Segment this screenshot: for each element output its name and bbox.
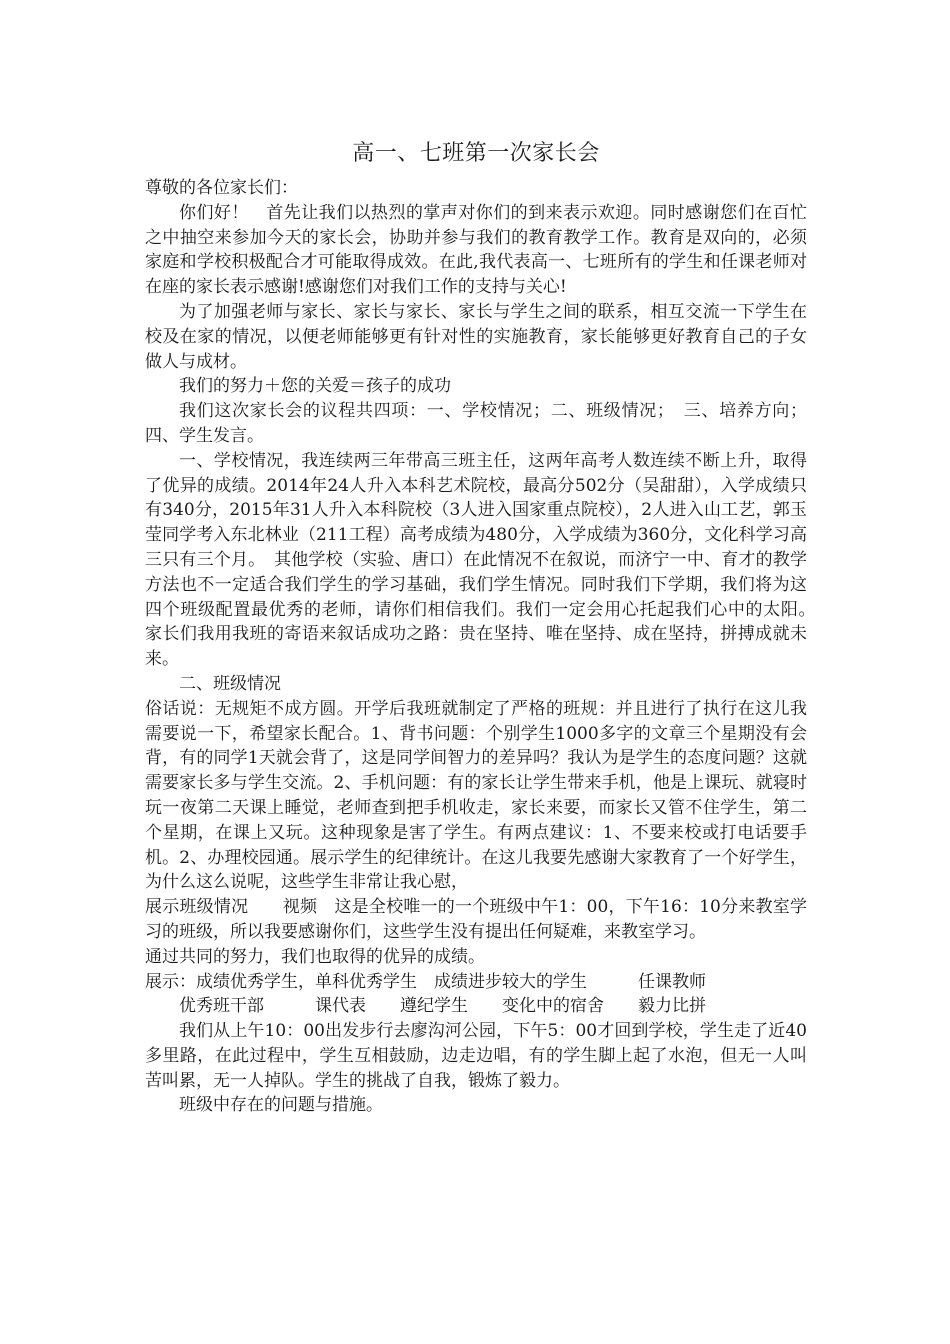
paragraph-show-list-2: 优秀班干部 课代表 遵纪学生 变化中的宿舍 毅力比拼: [179, 996, 706, 1017]
heading-class-situation: 二、班级情况: [179, 673, 281, 694]
paragraph-show-class: 展示班级情况 视频 这是全校唯一的一个班级中午1：00，下午16：10分来教室学习的班级，所以我要感谢你们，这些学生没有提出任何疑难，来教室学习。: [145, 897, 807, 942]
paragraph-hike: 我们从上午10：00出发步行去廖沟河公园，下午5：00才回到学校，学生走了近40多里路，在此过程中，学生互相鼓励，边走边唱，有的学生脚上起了水泡，但无一人叫苦叫累，无一人掉队。学生的挑战了自我，锻炼了毅力。: [145, 1021, 807, 1091]
document-title: 高一、七班第一次家长会: [352, 141, 600, 166]
paragraph-show-list-1: 展示：成绩优秀学生，单科优秀学生 成绩进步较大的学生 任课教师: [145, 971, 706, 992]
salutation: 尊敬的各位家长们：: [145, 178, 298, 198]
document-body: [145, 137, 824, 1118]
paragraph-school-situation: 一、学校情况，我连续两三年带高三班主任，这两年高考人数连续不断上升，取得了优异的成绩。2014年24人升入本科艺术院校，最高分502分（吴甜甜），入学成绩只有340分，2015年31人升入本科院校（3人进入国家重点院校），2人进入山工艺，郭玉莹同学考入东北林业（211工程）高考成绩为480分，入学成绩为360分，文化科学习高三只有三个月。 其他学校（实验、唐口）在此情况不在叙说，而济宁一中、育才的教学方法也不一定适合我们学生的学习基础，我们学生情况。同时我们下学期，我们将为这四个班级配置最优秀的老师，请你们相信我们。我们一定会用心托起我们心中的太阳。 家长们我用我班的寄语来叙话成功之路：贵在坚持、唯在坚持、成在坚持，拼搏成就未来。: [145, 450, 824, 670]
paragraph-problems: 班级中存在的问题与措施。: [179, 1095, 383, 1116]
paragraph-slogan: 我们的努力＋您的关爱＝孩子的成功: [179, 376, 451, 397]
paragraph-purpose: 为了加强老师与家长、家长与家长、家长与学生之间的联系，相互交流一下学生在校及在家的情况，以便老师能够更有针对性的实施教育，家长能够更好教育自己的子女做人与成材。: [145, 301, 807, 372]
paragraph-results: 通过共同的努力，我们也取得的优异的成绩。: [145, 946, 485, 967]
paragraph-welcome: 你们好！ 首先让我们以热烈的掌声对你们的到来表示欢迎。同时感谢您们在百忙之中抽空来参加今天的家长会，协助并参与我们的教育教学工作。教育是双向的，必须家庭和学校积极配合才可能取得成效。在此,我代表高一、七班所有的学生和任课老师对在座的家长表示感谢!感谢您们对我们工作的支持与关心!: [145, 202, 807, 298]
paragraph-class-rules: 俗话说：无规矩不成方圆。开学后我班就制定了严格的班规：并且进行了执行在这儿我需要说一下，希望家长配合。1、背书问题：个别学生1000多字的文章三个星期没有会背，有的同学1天就会背了，这是同学间智力的差异吗？我认为是学生的态度问题？这就需要家长多与学生交流。2、手机问题：有的家长让学生带来手机，他是上课玩、就寝时玩一夜第二天课上睡觉，老师查到把手机收走，家长来要，而家长又管不住学生，第二个星期，在课上又玩。这种现象是害了学生。有两点建议：1、不要来校或打电话要手机。2、办理校园通。展示学生的纪律统计。在这儿我要先感谢大家教育了一个好学生，为什么这么说呢，这些学生非常让我心慰，: [145, 698, 807, 893]
paragraph-agenda: 我们这次家长会的议程共四项：一、学校情况；二、班级情况； 三、培养方向；四、学生发言。: [145, 401, 807, 446]
